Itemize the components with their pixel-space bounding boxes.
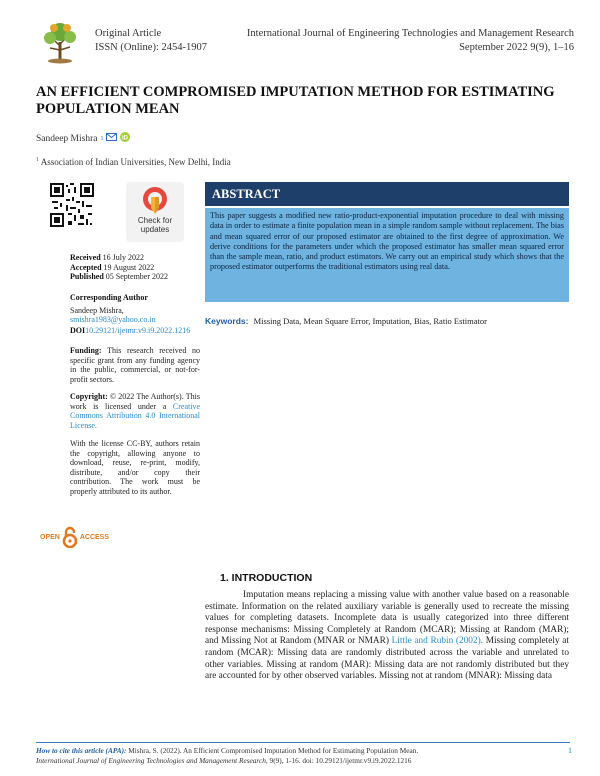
keywords-text: Missing Data, Mean Square Error, Imputation, Bias, Ratio Estimator [253,316,487,326]
orcid-icon[interactable] [120,132,130,145]
footer-divider [36,742,570,743]
header-left [95,27,207,55]
paper-title: AN EFFICIENT COMPROMISED IMPUTATION METHOD FOR ESTIMATING POPULATION MEAN [36,84,555,117]
introduction-text [205,590,569,683]
published-date: 05 September 2022 [105,272,169,281]
accepted-label: Accepted [70,262,102,272]
footer-citation [36,746,556,766]
license-link[interactable]: Creative Commons Attribution 4.0 International License. [70,401,200,430]
cite-label: How to cite this article (APA): [36,746,127,755]
badge-line2: updates [140,225,170,234]
accepted-date: 19 August 2022 [103,262,155,272]
copyright-label: Copyright: [70,392,108,401]
issue-info: September 2022 9(9), 1–16 [459,42,574,53]
citation-link[interactable]: Little and Rubin (2002). [391,636,484,647]
corresponding-label: Corresponding Author [70,293,148,302]
cite-journal: International Journal of Engineering Technologies and Management Research, [36,756,268,765]
keywords-label: Keywords: [205,316,249,326]
journal-logo-icon [40,20,80,64]
license-text: With the license CC-BY, authors retain the copyright, allowing anyone to download, reuse, re-print, modify, distribute, and/or copy their contribution. The work must be properly attributed to its author. [70,439,200,496]
corresponding-name: Sandeep Mishra, [70,305,124,315]
copyright-block [70,392,200,430]
cite-volume: 9(9), 1-16. doi: 10.29121/ijetmr.v9.i9.2022.1216 [269,756,412,765]
keywords [205,316,569,326]
funding-block [70,346,200,384]
corresponding-email-link[interactable]: smishra1983@yahoo.co.in [70,315,156,324]
open-access-lock-icon [62,526,78,548]
funding-label: Funding: [70,346,102,355]
abstract-text: This paper suggests a modified new ratio-product-exponential imputation procedure to deal with missing data in order to estimate a finite population mean in a simple random sample without replacement. The bias and mean squared error of our proposed estimator are obtained to the first degree of approximation. We derive conditions for the parameters under which the proposed estimator has smaller mean squared error than the sample mean, ratio, and product estimators. We carry out an empirical study which shows that the proposed estimator outperforms the traditional estimators using real data. [205,208,569,302]
check-for-updates-text [126,216,184,234]
email-icon[interactable] [106,133,117,144]
corresponding-block [70,293,200,335]
check-for-updates-icon [142,186,168,214]
abstract-heading: ABSTRACT [205,182,569,206]
doi-link[interactable]: 10.29121/ijetmr.v9.i9.2022.1216 [85,325,191,335]
open-access-left: OPEN [40,533,60,541]
author-sup: 1 [100,135,104,142]
published-label: Published [70,272,104,281]
open-access-badge [40,526,109,548]
journal-name: International Journal of Engineering Technologies and Management Research [246,28,574,39]
open-access-right: ACCESS [79,533,110,541]
cite-text: Mishra, S. (2022). An Efficient Compromised Imputation Method for Estimating Population Mean. [128,746,419,755]
introduction-text-a: Imputation means replacing a missing value with another value based on a reasonable estimate. Information on the related auxiliary variable is generally used to recreate the missing values for completing datasets. Incomplete data is usually categorized into three different response mechanisms: Missing Completely at Random (MCAR); Missing at Random (MAR); and Missing Not at Random (MNAR or NMAR) [205,590,569,647]
introduction-text-b: Missing completely at random (MCAR): Missing data are randomly distributed across the variable and unrelated to other variables. Missing at random (MAR): Missing data are not randomly distributed but they are accounted for by other observed variables. Missing not at random (MNAR): Missing data [205,636,569,682]
copyright-text: © 2022 The Author(s). This work is licensed under a [70,392,200,411]
check-for-updates-badge[interactable] [126,182,184,242]
affiliation-text: Association of Indian Universities, New Delhi, India [40,157,231,167]
funding-text: This research received no specific grant from any funding agency in the public, commercial, or not-for-profit sectors. [70,346,200,384]
received-label: Received [70,253,101,262]
issn: ISSN (Online): 2454-1907 [95,42,207,53]
badge-line1: Check for [137,216,173,225]
affiliation-sup: 1 [36,157,39,163]
received-date: 16 July 2022 [102,253,144,262]
dates-block [70,253,200,282]
article-type: Original Article [95,28,162,39]
author-line [36,132,130,145]
doi-label: DOI [70,325,86,335]
svg-text:iD: iD [122,135,129,142]
qr-code-icon [50,183,94,227]
section-heading-introduction: 1. INTRODUCTION [220,572,313,584]
affiliation [36,157,231,167]
header-right [247,27,574,55]
page-number: 1 [568,746,572,755]
author-name: Sandeep Mishra [36,133,98,144]
